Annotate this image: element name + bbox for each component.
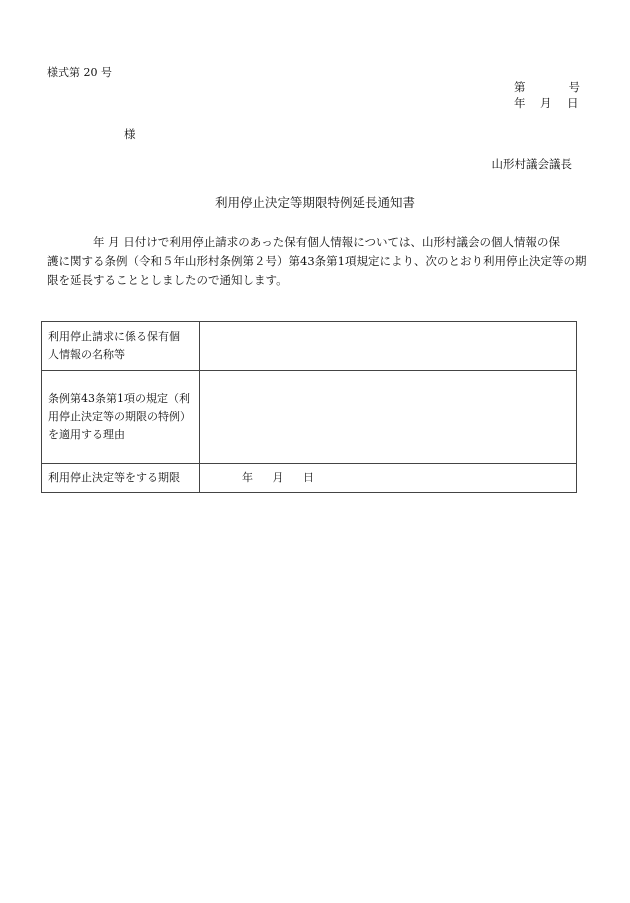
table-label-deadline — [42, 464, 200, 493]
label-line: を適用する理由 — [48, 428, 125, 441]
sender-name: 山形村議会議長 — [491, 157, 572, 171]
table-row — [42, 322, 577, 371]
deadline-month: 月 — [272, 471, 284, 484]
form-number: 様式第 20 号 — [47, 66, 112, 79]
details-table — [41, 321, 577, 493]
body-line-1 — [47, 233, 582, 252]
label-line: 条例第43条第1項の規定（利 — [48, 392, 190, 405]
recipient-honorific: 様 — [124, 127, 136, 141]
deadline-year: 年 — [242, 471, 253, 484]
table-row — [42, 464, 577, 493]
body-paragraph — [47, 233, 587, 290]
table-value-reason[interactable] — [200, 371, 577, 464]
body-line-3: 限を延長することとしましたので通知します。 — [47, 273, 288, 287]
table-value-info-name[interactable] — [200, 322, 577, 371]
label-line: 用停止決定等の期限の特例） — [48, 410, 191, 423]
date-month: 月 — [540, 96, 552, 110]
body-line-1-text: 年 月 日付けで利用停止請求のあった保有個人情報については、山形村議会の個人情報の保 — [93, 235, 560, 249]
table-row — [42, 371, 577, 464]
deadline-day: 日 — [303, 471, 314, 484]
body-line-2: 護に関する条例（令和５年山形村条例第２号）第43条第1項規定により、次のとおり利用停止決定等の期 — [47, 254, 587, 268]
label-line: 人情報の名称等 — [48, 348, 125, 361]
table-value-deadline[interactable] — [200, 464, 577, 493]
table-label-info-name — [42, 322, 200, 371]
date-year: 年 — [514, 96, 526, 110]
label-line: 利用停止決定等をする期限 — [48, 471, 180, 484]
document-title: 利用停止決定等期限特例延長通知書 — [214, 195, 415, 210]
document-number-prefix: 第 — [514, 80, 526, 94]
date-day: 日 — [567, 96, 579, 110]
document-number-suffix: 号 — [568, 80, 580, 94]
table-label-reason — [42, 371, 200, 464]
label-line: 利用停止請求に係る保有個 — [48, 330, 180, 343]
